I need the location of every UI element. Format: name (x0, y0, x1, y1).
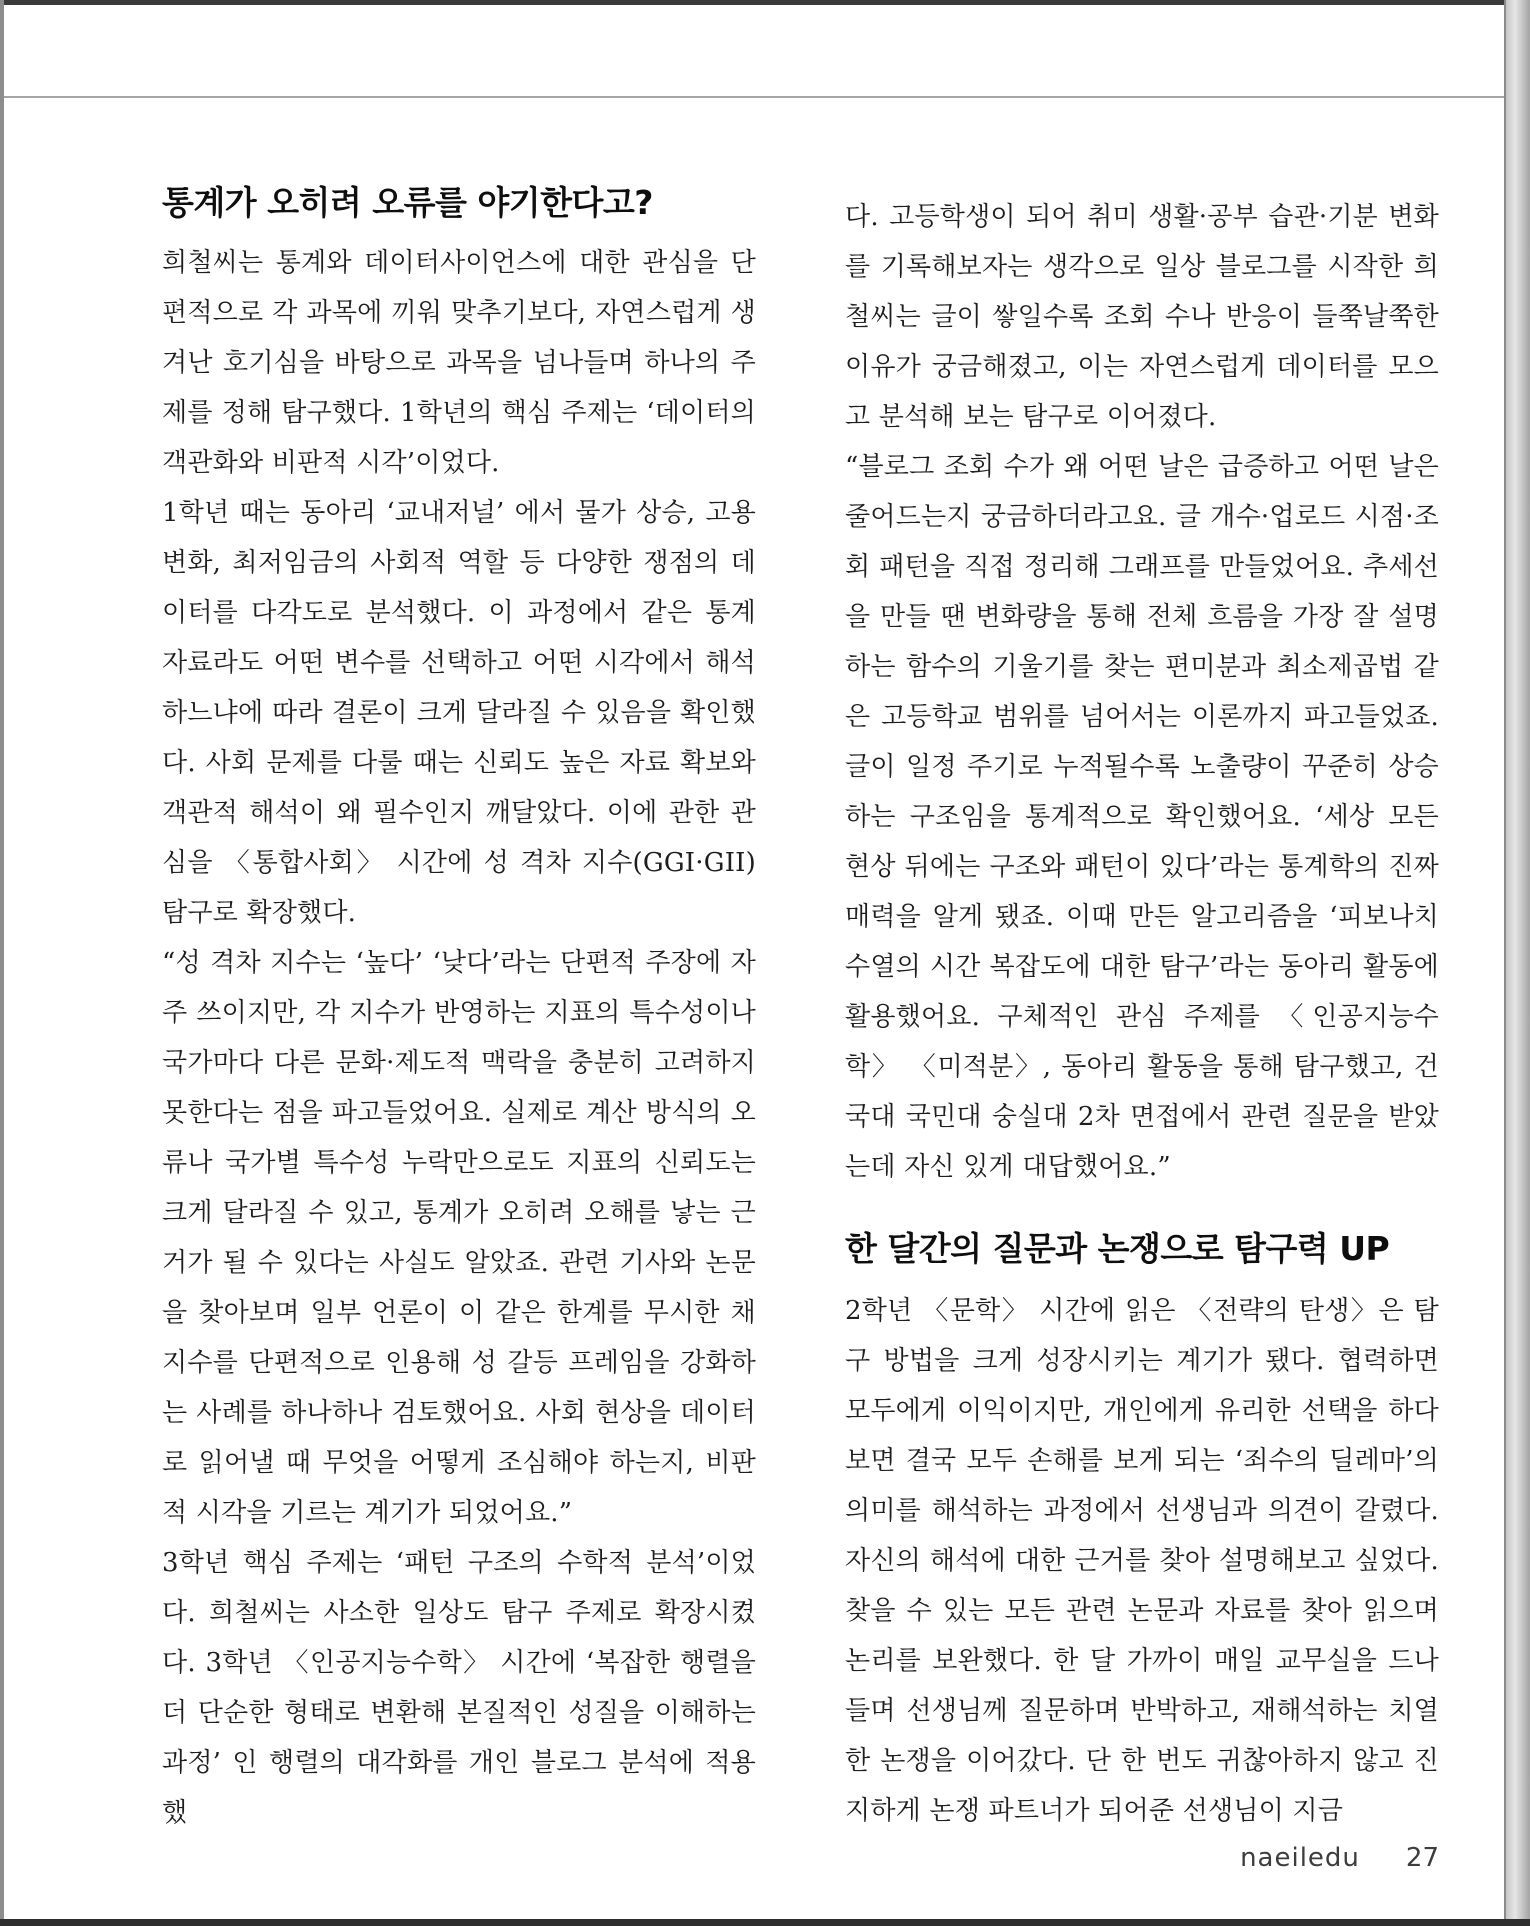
page-bottom-border (0, 1919, 1530, 1926)
page-top-border (0, 0, 1530, 5)
page-number: 27 (1405, 1843, 1439, 1873)
right-column (845, 192, 1439, 1836)
page-left-border (0, 0, 4, 1926)
header-rule (0, 96, 1504, 98)
left-column (162, 180, 756, 1838)
paragraph-quote: “블로그 조회 수가 왜 어떤 날은 급증하고 어떤 날은 줄어드는지 궁금하더라고요. 글 개수·업로드 시점·조회 패턴을 직접 정리해 그래프를 만들었어요. 추세선을 만들 땐 변화량을 통해 전체 흐름을 가장 잘 설명하는 함수의 기울기를 찾는 편미분과 최소제곱법 같은 고등학교 범위를 넘어서는 이론까지 파고들었죠. 글이 일정 주기로 누적될수록 노출량이 꾸준히 상승하는 구조임을 통계적으로 확인했어요. ‘세상 모든 현상 뒤에는 구조와 패턴이 있다’라는 통계학의 진짜 매력을 알게 됐죠. 이때 만든 알고리즘을 ‘피보나치 수열의 시간 복잡도에 대한 탐구’라는 동아리 활동에 활용했어요. 구체적인 관심 주제를 〈인공지능수학〉 〈미적분〉, 동아리 활동을 통해 탐구했고, 건국대 국민대 숭실대 2차 면접에서 관련 질문을 받았는데 자신 있게 대답했어요.” (845, 452, 1439, 1182)
paragraph: 희철씨는 통계와 데이터사이언스에 대한 관심을 단편적으로 각 과목에 끼워 맞추기보다, 자연스럽게 생겨난 호기심을 바탕으로 과목을 넘나들며 하나의 주제를 정해 탐구했다. 1학년의 핵심 주제는 ‘데이터의 객관화와 비판적 시각’이었다. (162, 248, 756, 478)
page-footer (1240, 1843, 1439, 1873)
section-heading-statistics: 통계가 오히려 오류를 야기한다고? (162, 183, 653, 222)
paragraph: 1학년 때는 동아리 ‘교내저널’ 에서 물가 상승, 고용 변화, 최저임금의 사회적 역할 등 다양한 쟁점의 데이터를 다각도로 분석했다. 이 과정에서 같은 통계 자료라도 어떤 변수를 선택하고 어떤 시각에서 해석하느냐에 따라 결론이 크게 달라질 수 있음을 확인했다. 사회 문제를 다룰 때는 신뢰도 높은 자료 확보와 객관적 해석이 왜 필수인지 깨달았다. 이에 관한 관심을 〈통합사회〉 시간에 성 격차 지수(GGI·GII) 탐구로 확장했다. (162, 498, 756, 928)
paragraph: 3학년 핵심 주제는 ‘패턴 구조의 수학적 분석’이었다. 희철씨는 사소한 일상도 탐구 주제로 확장시켰다. 3학년 〈인공지능수학〉 시간에 ‘복잡한 행렬을 더 단순한 형태로 변환해 본질적인 성질을 이해하는 과정’ 인 행렬의 대각화를 개인 블로그 분석에 적용했 (162, 1548, 756, 1828)
brand-text: naeiledu (1240, 1843, 1360, 1873)
paragraph-quote: “성 격차 지수는 ‘높다’ ‘낮다’라는 단편적 주장에 자주 쓰이지만, 각 지수가 반영하는 지표의 특수성이나 국가마다 다른 문화·제도적 맥락을 충분히 고려하지 못한다는 점을 파고들었어요. 실제로 계산 방식의 오류나 국가별 특수성 누락만으로도 지표의 신뢰도는 크게 달라질 수 있고, 통계가 오히려 오해를 낳는 근거가 될 수 있다는 사실도 알았죠. 관련 기사와 논문을 찾아보며 일부 언론이 이 같은 한계를 무시한 채 지수를 단편적으로 인용해 성 갈등 프레임을 강화하는 사례를 하나하나 검토했어요. 사회 현상을 데이터로 읽어낼 때 무엇을 어떻게 조심해야 하는지, 비판적 시각을 기르는 계기가 되었어요.” (162, 948, 756, 1528)
paragraph: 다. 고등학생이 되어 취미 생활·공부 습관·기분 변화를 기록해보자는 생각으로 일상 블로그를 시작한 희철씨는 글이 쌓일수록 조회 수나 반응이 들쭉날쭉한 이유가 궁금해졌고, 이는 자연스럽게 데이터를 모으고 분석해 보는 탐구로 이어졌다. (845, 202, 1439, 432)
section-heading-debate: 한 달간의 질문과 논쟁으로 탐구력 UP (845, 1229, 1390, 1268)
paragraph: 2학년 〈문학〉 시간에 읽은 〈전략의 탄생〉은 탐구 방법을 크게 성장시키는 계기가 됐다. 협력하면 모두에게 이익이지만, 개인에게 유리한 선택을 하다 보면 결국 모두 손해를 보게 되는 ‘죄수의 딜레마’의 의미를 해석하는 과정에서 선생님과 의견이 갈렸다. 자신의 해석에 대한 근거를 찾아 설명해보고 싶었다. 찾을 수 있는 모든 관련 논문과 자료를 찾아 읽으며 논리를 보완했다. 한 달 가까이 매일 교무실을 드나들며 선생님께 질문하며 반박하고, 재해석하는 치열한 논쟁을 이어갔다. 단 한 번도 귀찮아하지 않고 진지하게 논쟁 파트너가 되어준 선생님이 지금 (845, 1296, 1439, 1826)
page-right-scan-edge (1504, 0, 1530, 1926)
